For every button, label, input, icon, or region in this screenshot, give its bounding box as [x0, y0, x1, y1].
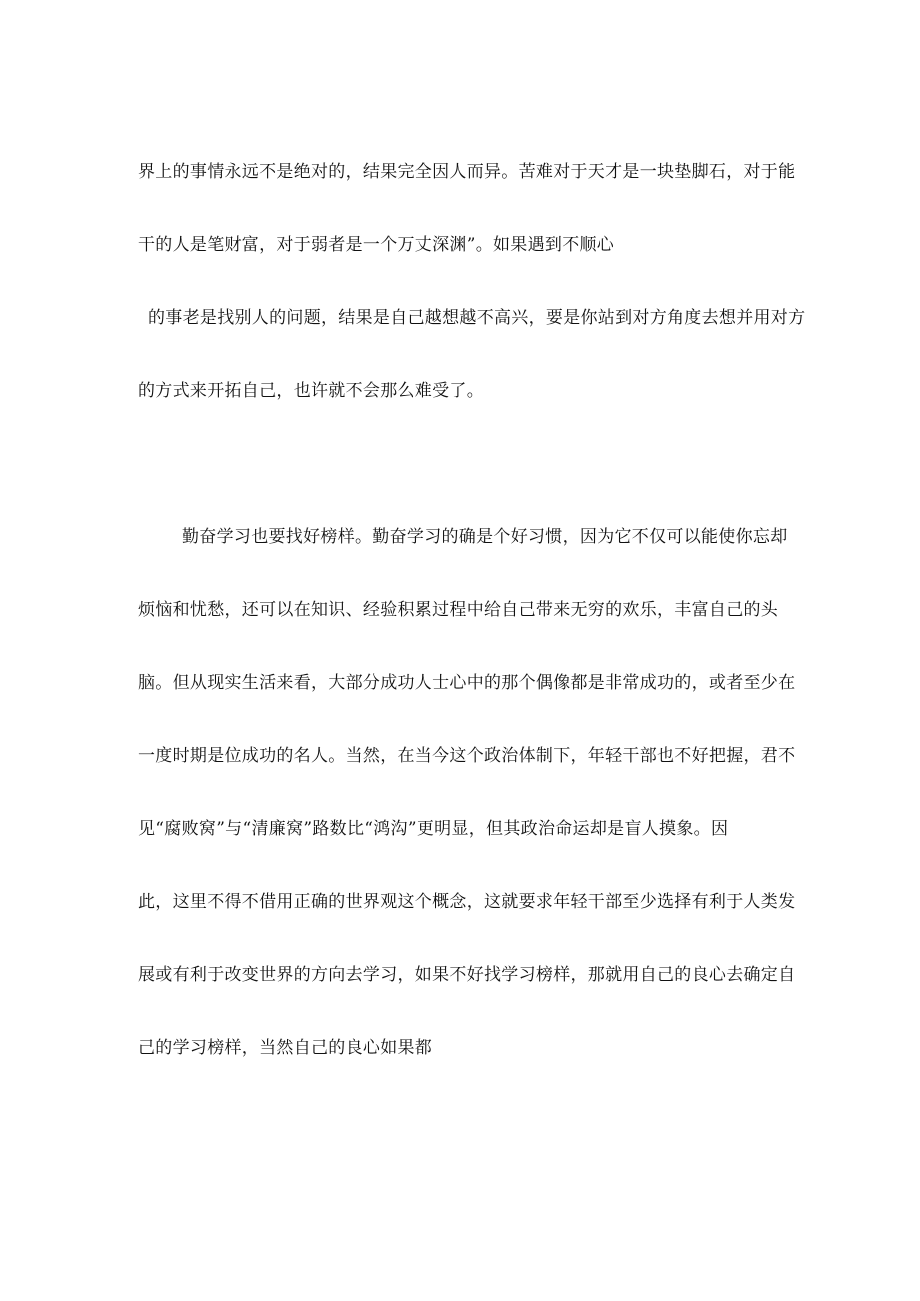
text-line: 展或有利于改变世界的方向去学习，如果不好找学习榜样，那就用自己的良心去确定自 — [138, 965, 796, 985]
text-line: 此，这里不得不借用正确的世界观这个概念，这就要求年轻干部至少选择有利于人类发 — [138, 892, 796, 912]
text-line: 己的学习榜样，当然自己的良心如果都 — [138, 1038, 433, 1058]
text-line: 勤奋学习也要找好榜样。勤奋学习的确是个好习惯，因为它不仅可以能使你忘却 — [182, 527, 788, 547]
text-line: 的方式来开拓自己，也许就不会那么难受了。 — [138, 381, 484, 401]
text-line: 的事老是找别人的问题，结果是自己越想越不高兴，要是你站到对方角度去想并用对方 — [148, 308, 806, 328]
text-line: 烦恼和忧愁，还可以在知识、经验积累过程中给自己带来无穷的欢乐，丰富自己的头 — [138, 600, 779, 620]
text-line: 脑。但从现实生活来看，大部分成功人士心中的那个偶像都是非常成功的，或者至少在 — [138, 673, 796, 693]
text-line: 界上的事情永远不是绝对的，结果完全因人而异。苦难对于天才是一块垫脚石，对于能 — [138, 162, 796, 182]
text-line: 干的人是笔财富，对于弱者是一个万丈深渊”。如果遇到不顺心 — [138, 235, 615, 255]
text-line: 见“腐败窝”与“清廉窝”路数比“鸿沟”更明显，但其政治命运却是盲人摸象。因 — [138, 819, 729, 839]
text-line: 一度时期是位成功的名人。当然，在当今这个政治体制下，年轻干部也不好把握，君不 — [138, 746, 796, 766]
